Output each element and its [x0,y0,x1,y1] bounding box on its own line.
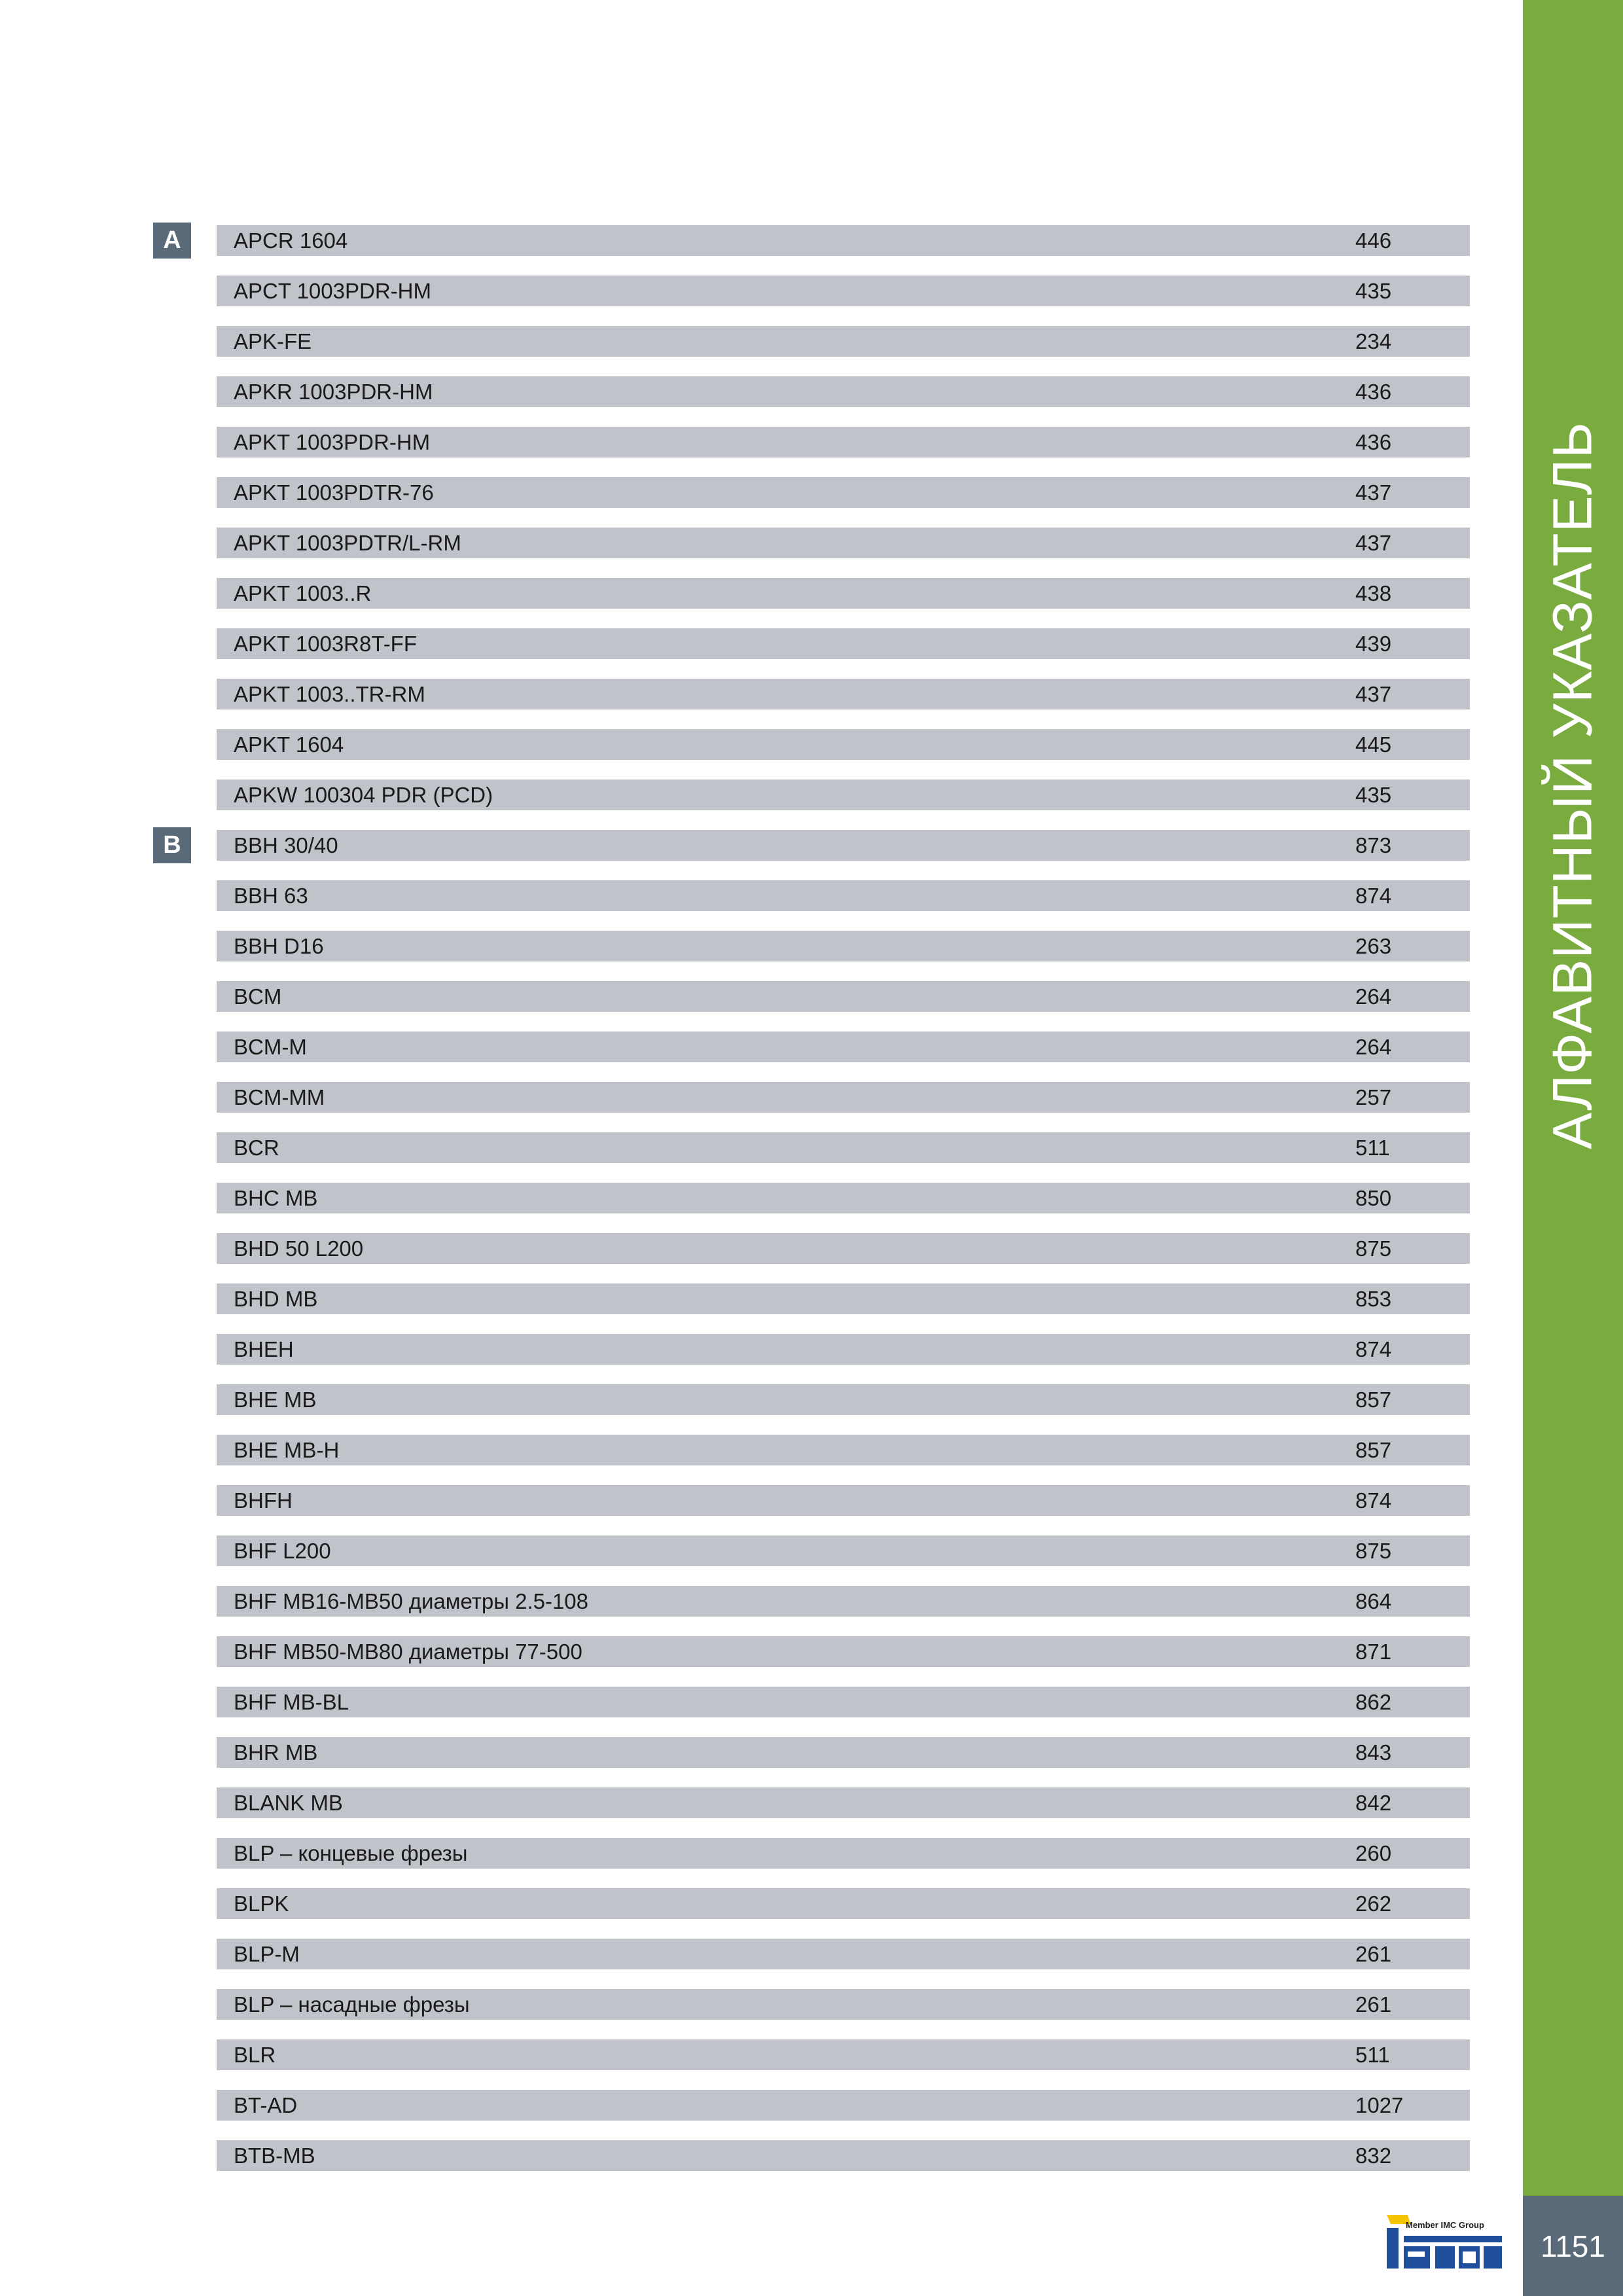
index-entry-name: BCM-M [234,1035,307,1059]
index-row [217,729,1470,760]
index-entry-page: 437 [1355,531,1392,555]
index-entry-page: 446 [1355,228,1392,253]
index-entry-page: 437 [1355,480,1392,505]
index-entry-name: BLANK MB [234,1791,343,1815]
index-entry-page: 435 [1355,783,1392,807]
index-row [217,931,1470,961]
index-row [217,981,1470,1012]
index-entry-name: BCR [234,1136,279,1160]
index-entry-page: 234 [1355,329,1392,353]
index-entry-name: APKR 1003PDR-HM [234,380,433,404]
index-entry-page: 843 [1355,1740,1392,1765]
index-entry-page: 874 [1355,1337,1392,1361]
index-row [217,2140,1470,2171]
index-entry-page: 850 [1355,1186,1392,1210]
index-row [217,1233,1470,1264]
index-entry-name: BHEH [234,1337,294,1361]
index-entry-page: 842 [1355,1791,1392,1815]
index-entry-page: 257 [1355,1085,1392,1109]
index-entry-name: BLP – концевые фрезы [234,1841,468,1865]
index-entry-page: 261 [1355,1992,1392,2017]
index-entry-page: 264 [1355,1035,1392,1059]
index-entry-name: APKT 1003R8T-FF [234,632,418,656]
section-letter-b: B [153,827,191,863]
index-entry-page: 875 [1355,1236,1392,1261]
index-row [217,2039,1470,2070]
index-row [217,1636,1470,1667]
index-entry-page: 853 [1355,1287,1392,1311]
index-entry-name: APKT 1003PDTR-76 [234,480,434,505]
index-entry-name: BBH 63 [234,884,308,908]
index-entry-page: 445 [1355,732,1392,757]
index-row [217,880,1470,911]
index-row [217,1787,1470,1818]
index-entry-page: 262 [1355,1892,1392,1916]
index-row [217,326,1470,357]
index-entry-name: APCR 1604 [234,228,348,253]
index-entry-page: 511 [1355,1136,1390,1160]
index-row [217,1132,1470,1163]
logo-member-text: Member IMC Group [1406,2220,1484,2230]
index-row [217,1031,1470,1062]
index-entry-page: 873 [1355,833,1392,857]
index-entry-name: BHR MB [234,1740,318,1765]
index-entry-name: BCM [234,984,282,1009]
index-entry-name: APKT 1604 [234,732,344,757]
index-entry-name: APCT 1003PDR-HM [234,279,431,303]
index-entry-name: BHD MB [234,1287,318,1311]
index-entry-name: APKW 100304 PDR (PCD) [234,783,493,807]
index-row [217,1888,1470,1919]
index-entry-page: 260 [1355,1841,1392,1865]
index-entry-page: 874 [1355,884,1392,908]
index-row [217,1687,1470,1717]
iscar-logo [1384,2210,1515,2275]
index-row [217,1082,1470,1113]
index-entry-name: BHE MB-H [234,1438,340,1462]
index-entry-page: 438 [1355,581,1392,605]
index-entry-page: 871 [1355,1640,1392,1664]
index-entry-page: 439 [1355,632,1392,656]
index-entry-name: APKT 1003PDTR/L-RM [234,531,461,555]
index-entry-name: BHF MB16-MB50 диаметры 2.5-108 [234,1589,589,1613]
index-row [217,1283,1470,1314]
index-row [217,1485,1470,1516]
index-row [217,276,1470,306]
index-entry-page: 875 [1355,1539,1392,1563]
index-entry-name: APK-FE [234,329,312,353]
index-entry-page: 436 [1355,430,1392,454]
index-entry-name: APKT 1003PDR-HM [234,430,431,454]
index-entry-page: 832 [1355,2144,1392,2168]
index-entry-page: 874 [1355,1488,1392,1513]
index-entry-name: BHFH [234,1488,293,1513]
index-entry-page: 857 [1355,1388,1392,1412]
index-entry-page: 864 [1355,1589,1392,1613]
index-entry-name: BHF MB50-MB80 диаметры 77-500 [234,1640,582,1664]
index-row [217,1989,1470,2020]
index-entry-name: BLPK [234,1892,289,1916]
index-row [217,1838,1470,1869]
index-row [217,830,1470,861]
index-entry-name: BBH D16 [234,934,324,958]
index-entry-page: 261 [1355,1942,1392,1966]
index-entry-name: BHE MB [234,1388,317,1412]
index-row [217,1939,1470,1969]
index-entry-page: 264 [1355,984,1392,1009]
index-entry-name: BHD 50 L200 [234,1236,364,1261]
index-entry-page: 263 [1355,934,1392,958]
index-entry-page: 862 [1355,1690,1392,1714]
index-row [217,1535,1470,1566]
index-entry-name: BHF MB-BL [234,1690,349,1714]
index-entry-name: BCM-MM [234,1085,325,1109]
index-row [217,1334,1470,1365]
index-entry-page: 435 [1355,279,1392,303]
index-row [217,1586,1470,1617]
index-entry-name: BBH 30/40 [234,833,338,857]
index-entry-name: BT-AD [234,2093,298,2117]
index-row [217,679,1470,709]
index-entry-page: 436 [1355,380,1392,404]
section-letter-a: A [153,223,191,259]
index-row [217,2090,1470,2121]
index-row [217,427,1470,457]
index-row [217,376,1470,407]
index-entry-name: BLR [234,2043,276,2067]
index-entry-page: 1027 [1355,2093,1404,2117]
sidebar-title: АЛФАВИТНЫЙ УКАЗАТЕЛЬ [1541,422,1603,1149]
index-entry-page: 511 [1355,2043,1390,2067]
index-entry-page: 437 [1355,682,1392,706]
index-row [217,628,1470,659]
index-row [217,1737,1470,1768]
index-row [217,1435,1470,1465]
index-entry-name: BTB-MB [234,2144,315,2168]
index-row [217,528,1470,558]
index-row [217,1384,1470,1415]
index-entry-name: BHF L200 [234,1539,331,1563]
index-entry-name: BLP-M [234,1942,300,1966]
index-entry-name: BHC MB [234,1186,318,1210]
index-entry-name: APKT 1003..TR-RM [234,682,425,706]
index-entry-name: BLP – насадные фрезы [234,1992,470,2017]
page-number: 1151 [1523,2196,1623,2296]
index-row [217,225,1470,256]
index-row [217,1183,1470,1213]
index-entry-page: 857 [1355,1438,1392,1462]
index-row [217,780,1470,810]
index-row [217,477,1470,508]
index-row [217,578,1470,609]
index-entry-name: APKT 1003..R [234,581,372,605]
